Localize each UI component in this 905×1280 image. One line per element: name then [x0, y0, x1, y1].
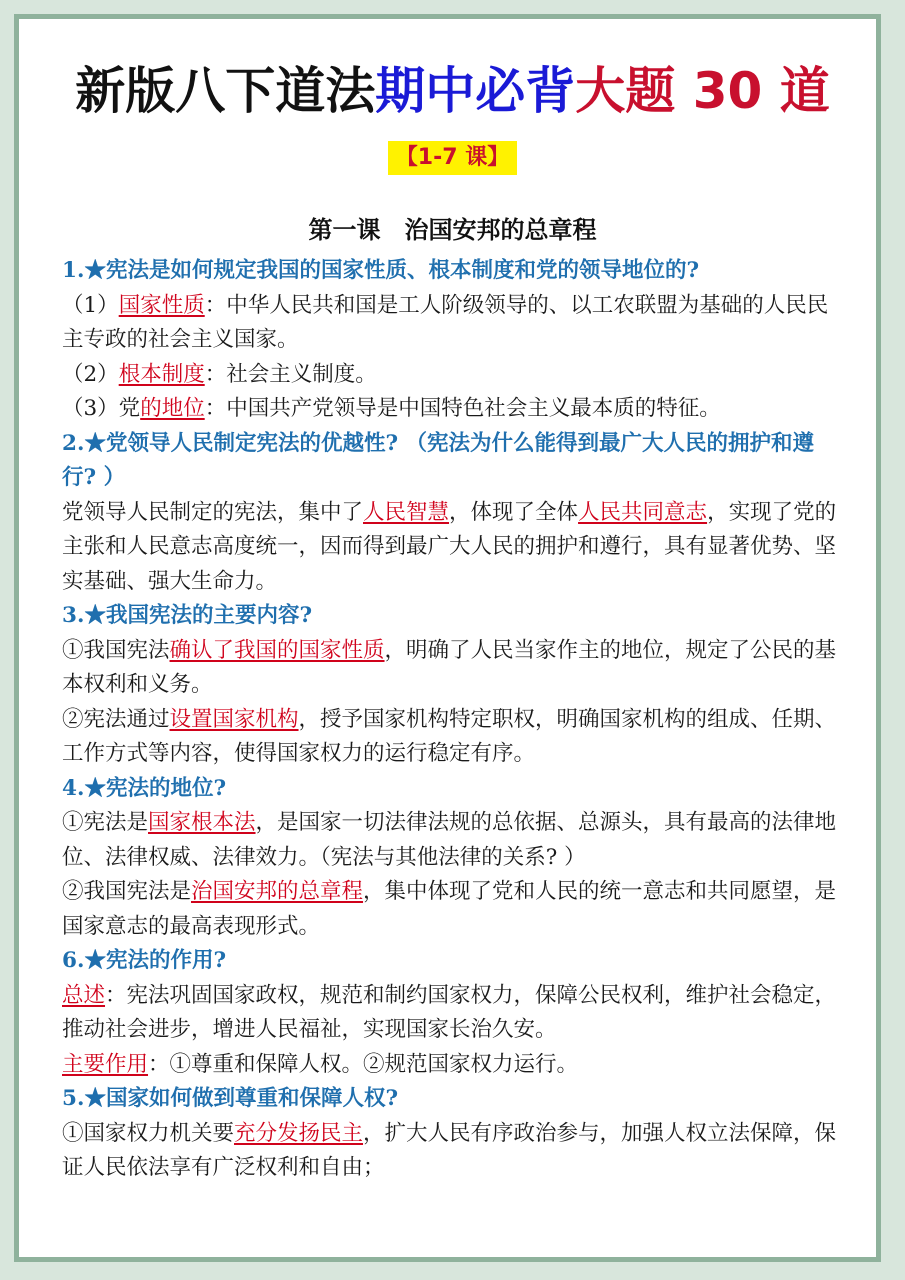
answer-2 [62, 496, 846, 600]
answer-text: ，明确了人民当家作主的地位，规定了公民的基本权利和义务。 [62, 637, 837, 697]
question-3: 3.★我国宪法的主要内容? [62, 603, 313, 628]
key-label: 总述 [62, 982, 106, 1008]
answer-text: ①宪法是 [62, 810, 149, 835]
answer-text: ②我国宪法是 [62, 879, 192, 904]
answer-text: ②宪法通过 [62, 706, 170, 732]
question-5: 5.★国家如何做到尊重和保障人权? [62, 1086, 399, 1111]
key-term: 治国安邦的总章程 [191, 879, 364, 904]
key-term: 根本制度 [118, 361, 205, 387]
content [62, 254, 846, 1186]
page-title [0, 58, 905, 124]
answer-text: ①国家权力机关要 [62, 1120, 235, 1146]
key-term: 充分发扬民主 [234, 1120, 364, 1146]
key-term: 的地位 [140, 396, 205, 421]
answer-text: ，体现了全体 [449, 499, 579, 525]
question-6: 6.★宪法的作用? [62, 948, 227, 973]
answer-1-1 [62, 289, 846, 358]
answer-text: ，实现了党的主张和人民意志高度统一，因而得到最广大人民的拥护和遵行，具有显著优势、坚实基础、强大生命力。 [62, 499, 837, 594]
answer-text: ，是国家一切法律法规的总依据、总源头，具有最高的法律地位、法律权威、法律效力。（宪法与其他法律的关系? ） [62, 810, 837, 870]
key-term: 人民智慧 [363, 499, 450, 525]
answer-text: ，集中体现了党和人民的统一意志和共同愿望，是国家意志的最高表现形式。 [62, 879, 837, 939]
answer-text: ：社会主义制度。 [204, 361, 377, 387]
answer-text: ：中华人民共和国是工人阶级领导的、以工农联盟为基础的人民民主专政的社会主义国家。 [62, 292, 829, 352]
answer-5-1 [62, 1117, 846, 1186]
answer-text: ：中国共产党领导是中国特色社会主义最本质的特征。 [204, 396, 721, 421]
answer-1-2 [62, 358, 846, 393]
title-part-black: 新版八下道法 [75, 62, 376, 120]
question-1: 1.★宪法是如何规定我国的国家性质、根本制度和党的领导地位的? [62, 258, 700, 283]
answer-text: （3）党 [62, 396, 141, 421]
answer-3-1 [62, 634, 846, 703]
answer-text: ：宪法巩固国家政权，规范和制约国家权力，保障公民权利，维护社会稳定，推动社会进步，增进人民福祉，实现国家长治久安。 [62, 982, 837, 1042]
answer-text: ，扩大人民有序政治参与，加强人权立法保障，保证人民依法享有广泛权利和自由； [62, 1120, 837, 1180]
answer-text: 党领导人民制定的宪法，集中了 [62, 499, 364, 525]
answer-6-1 [62, 979, 846, 1048]
key-term: 国家根本法 [148, 810, 256, 835]
answer-3-2 [62, 703, 846, 772]
key-label: 主要作用 [62, 1051, 149, 1077]
answer-text: ，授予国家机构特定职权，明确国家机构的组成、任期、工作方式等内容，使得国家权力的运行稳定有序。 [62, 706, 837, 766]
answer-6-2 [62, 1048, 846, 1083]
key-term: 确认了我国的国家性质 [169, 637, 385, 663]
question-4: 4.★宪法的地位? [62, 775, 227, 801]
key-term: 设置国家机构 [169, 706, 299, 732]
title-part-blue: 期中必背 [375, 62, 576, 120]
key-term: 人民共同意志 [578, 499, 708, 525]
lesson-range-badge: 【1-7 课】 [388, 141, 517, 175]
answer-4-1 [62, 806, 846, 875]
answer-text: （1） [62, 292, 119, 318]
question-2: 2.★党领导人民制定宪法的优越性? （宪法为什么能得到最广大人民的拥护和遵行? ） [62, 430, 815, 490]
key-term: 国家性质 [118, 292, 205, 318]
answer-4-2 [62, 875, 846, 944]
answer-1-3 [62, 392, 846, 427]
lesson-title: 第一课 治国安邦的总章程 [308, 216, 597, 244]
answer-text: ：①尊重和保障人权。②规范国家权力运行。 [148, 1051, 579, 1077]
answer-text: （2） [62, 361, 119, 387]
title-part-red: 大题 30 道 [575, 62, 830, 120]
answer-text: ①我国宪法 [62, 637, 170, 663]
